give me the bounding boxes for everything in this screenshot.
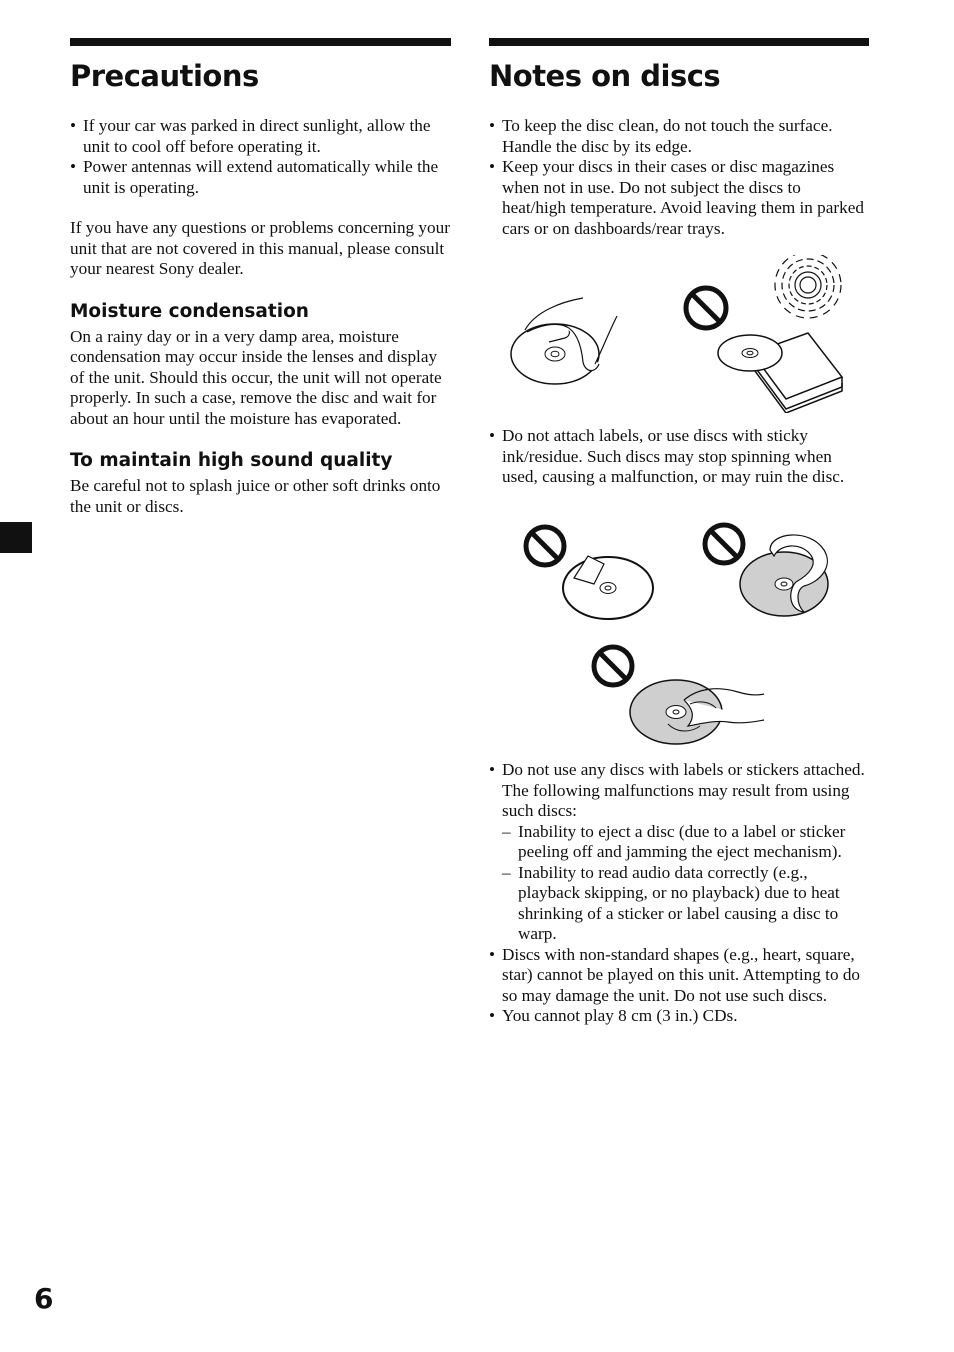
sound-quality-heading: To maintain high sound quality [70, 450, 393, 471]
moisture-heading: Moisture condensation [70, 300, 309, 322]
list-item: – Inability to read audio data correctly (e.g., playback skipping, or no playback) due to heat shrinking of a sticker or label causing a disc to warp. [502, 863, 869, 945]
moisture-paragraph: On a rainy day or in a very damp area, moisture condensation may occur inside the lenses and display of the unit. Should this occur, the unit will not operate properly. In such a case, remove the disc and wait for about an hour until the moisture has evaporated. [70, 326, 442, 428]
list-item: • Do not attach labels, or use discs with sticky ink/residue. Such discs may stop spinning when used, causing a malfunction, or may ruin the disc. [489, 426, 869, 488]
list-item [489, 760, 869, 945]
notes-title: Notes on discs [489, 59, 721, 93]
sound-quality-paragraph: Be careful not to splash juice or other soft drinks onto the unit or discs. [70, 476, 441, 516]
list-item: • To keep the disc clean, do not touch the surface. Handle the disc by its edge. [489, 116, 869, 157]
labels-warning-list [489, 426, 869, 488]
heading-rule [489, 38, 869, 46]
notes-column [489, 38, 869, 1025]
precautions-bullet-list [70, 116, 451, 198]
hand-holding-disc-illustration [505, 292, 630, 392]
disc-with-residue-illustration [700, 520, 842, 624]
list-item: • Discs with non-standard shapes (e.g., heart, square, star) cannot be played on this unit. Attempting to do so may damage the unit. Do not use such discs. [489, 945, 869, 1007]
disc-handling-list [489, 116, 869, 239]
prohibited-icon [705, 525, 743, 563]
sun-heat-icon [775, 255, 841, 318]
prohibited-icon [526, 527, 564, 565]
heading-rule [70, 38, 451, 46]
list-item: • You cannot play 8 cm (3 in.) CDs. [489, 1006, 869, 1027]
list-item: • If your car was parked in direct sunlight, allow the unit to cool off before operating it. [70, 116, 451, 157]
malfunctions-intro: The following malfunctions may result from using such discs: [502, 780, 850, 820]
precautions-column [70, 38, 451, 517]
stickers-warning-text: Do not use any discs with labels or stickers attached. [502, 760, 865, 779]
precautions-title: Precautions [70, 59, 259, 93]
stickers-warning-block [489, 760, 869, 1027]
section-tab-marker [0, 522, 32, 553]
contact-dealer-paragraph: If you have any questions or problems concerning your unit that are not covered in this manual, please consult your nearest Sony dealer. [70, 218, 450, 278]
list-item: – Inability to eject a disc (due to a label or sticker peeling off and jamming the eject mechanism). [502, 822, 869, 863]
prohibited-icon [686, 288, 726, 328]
disc-with-label-illustration [518, 522, 658, 624]
prohibited-icon [594, 647, 632, 685]
disc-with-ink-illustration [588, 642, 770, 746]
page-number: 6 [34, 1282, 54, 1315]
discs-in-heat-illustration [680, 255, 850, 413]
list-item: • Power antennas will extend automatically while the unit is operating. [70, 157, 451, 198]
list-item: • Keep your discs in their cases or disc magazines when not in use. Do not subject the discs to heat/high temperature. Avoid leaving them in parked cars or on dashboards/rear trays. [489, 157, 869, 239]
